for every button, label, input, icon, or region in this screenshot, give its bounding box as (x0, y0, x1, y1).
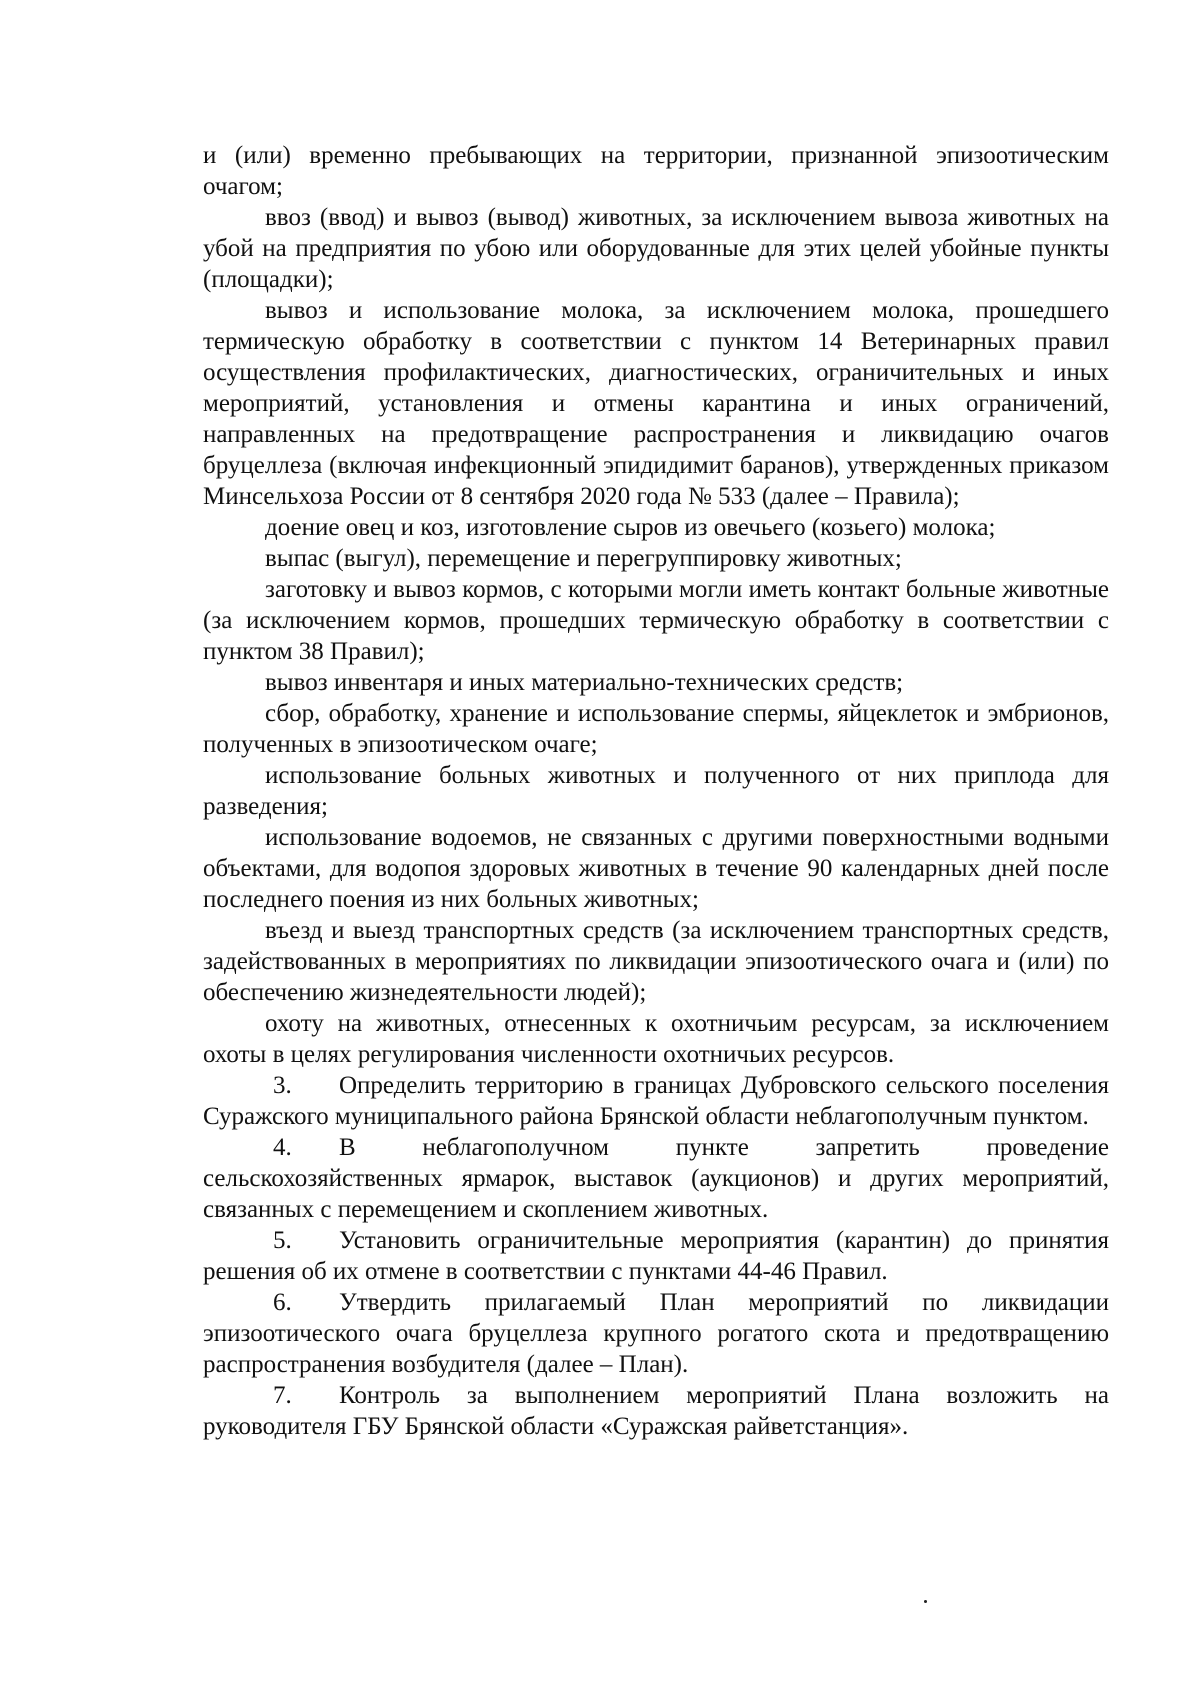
numbered-item-5 (203, 1225, 1109, 1287)
paragraph-continuation: и (или) временно пребывающих на территории, признанной эпизоотическим очагом; (203, 142, 1109, 200)
item-text: Установить ограничительные мероприятия (карантин) до принятия решения об их отмене в соответствии с пунктами 44-46 Правил. (203, 1227, 1109, 1285)
paragraph-ban-milk: вывоз и использование молока, за исключением молока, прошедшего термическую обработку в соответствии с пунктом 14 Ветеринарных правил осуществления профилактических, диагностических, ограничительных и иных мероприятий, установления и отмены карантина и иных ограничений, направленных на предотвращение распространения и ликвидацию очагов бруцеллеза (включая инфекционный эпидидимит баранов), утвержденных приказом Минсельхоза России от 8 сентября 2020 года № 533 (далее – Правила); (203, 297, 1109, 510)
numbered-item-4 (203, 1132, 1109, 1225)
item-number: 5. (273, 1227, 292, 1254)
paragraph-ban-grazing: выпас (выгул), перемещение и перегруппировку животных; (265, 545, 902, 572)
paragraph-ban-inventory: вывоз инвентаря и иных материально-технических средств; (265, 669, 904, 696)
paragraph-ban-vehicles: въезд и выезд транспортных средств (за исключением транспортных средств, задействованных в мероприятиях по ликвидации эпизоотического очага и (или) по обеспечению жизнедеятельности людей); (203, 917, 1109, 1006)
item-number: 7. (273, 1382, 292, 1409)
paragraph-ban-sperm: сбор, обработку, хранение и использование спермы, яйцеклеток и эмбрионов, полученных в эпизоотическом очаге; (203, 700, 1109, 758)
numbered-item-7 (203, 1380, 1109, 1442)
item-number: 6. (273, 1289, 292, 1316)
paragraph-ban-water: использование водоемов, не связанных с другими поверхностными водными объектами, для водопоя здоровых животных в течение 90 календарных дней после последнего поения из них больных животных; (203, 824, 1109, 913)
paragraph-ban-import-export: ввоз (ввод) и вывоз (вывод) животных, за исключением вывоза животных на убой на предприятия по убою или оборудованные для этих целей убойные пункты (площадки); (203, 204, 1109, 293)
item-text: Утвердить прилагаемый План мероприятий по ликвидации эпизоотического очага бруцеллеза крупного рогатого скота и предотвращению распространения возбудителя (далее – План). (203, 1289, 1109, 1378)
item-number: 3. (273, 1072, 292, 1099)
paragraph-ban-hunting: охоту на животных, отнесенных к охотничьим ресурсам, за исключением охоты в целях регулирования численности охотничьих ресурсов. (203, 1010, 1109, 1068)
paragraph-ban-feed: заготовку и вывоз кормов, с которыми могли иметь контакт больные животные (за исключением кормов, прошедших термическую обработку в соответствии с пунктом 38 Правил); (203, 576, 1109, 665)
document-body (203, 140, 1109, 1442)
paragraph-ban-milking: доение овец и коз, изготовление сыров из овечьего (козьего) молока; (265, 514, 996, 541)
numbered-item-3 (203, 1070, 1109, 1132)
item-text: В неблагополучном пункте запретить проведение сельскохозяйственных ярмарок, выставок (аукционов) и других мероприятий, связанных с перемещением и скоплением животных. (203, 1134, 1109, 1223)
item-text: Контроль за выполнением мероприятий Плана возложить на руководителя ГБУ Брянской области «Суражская райветстанция». (203, 1382, 1109, 1440)
item-text: Определить территорию в границах Дубровского сельского поселения Суражского муниципального района Брянской области неблагополучным пунктом. (203, 1072, 1109, 1130)
paragraph-ban-breeding: использование больных животных и полученного от них приплода для разведения; (203, 762, 1109, 820)
numbered-item-6 (203, 1287, 1109, 1380)
scan-artifact-dot (924, 1600, 927, 1603)
item-number: 4. (273, 1134, 292, 1161)
